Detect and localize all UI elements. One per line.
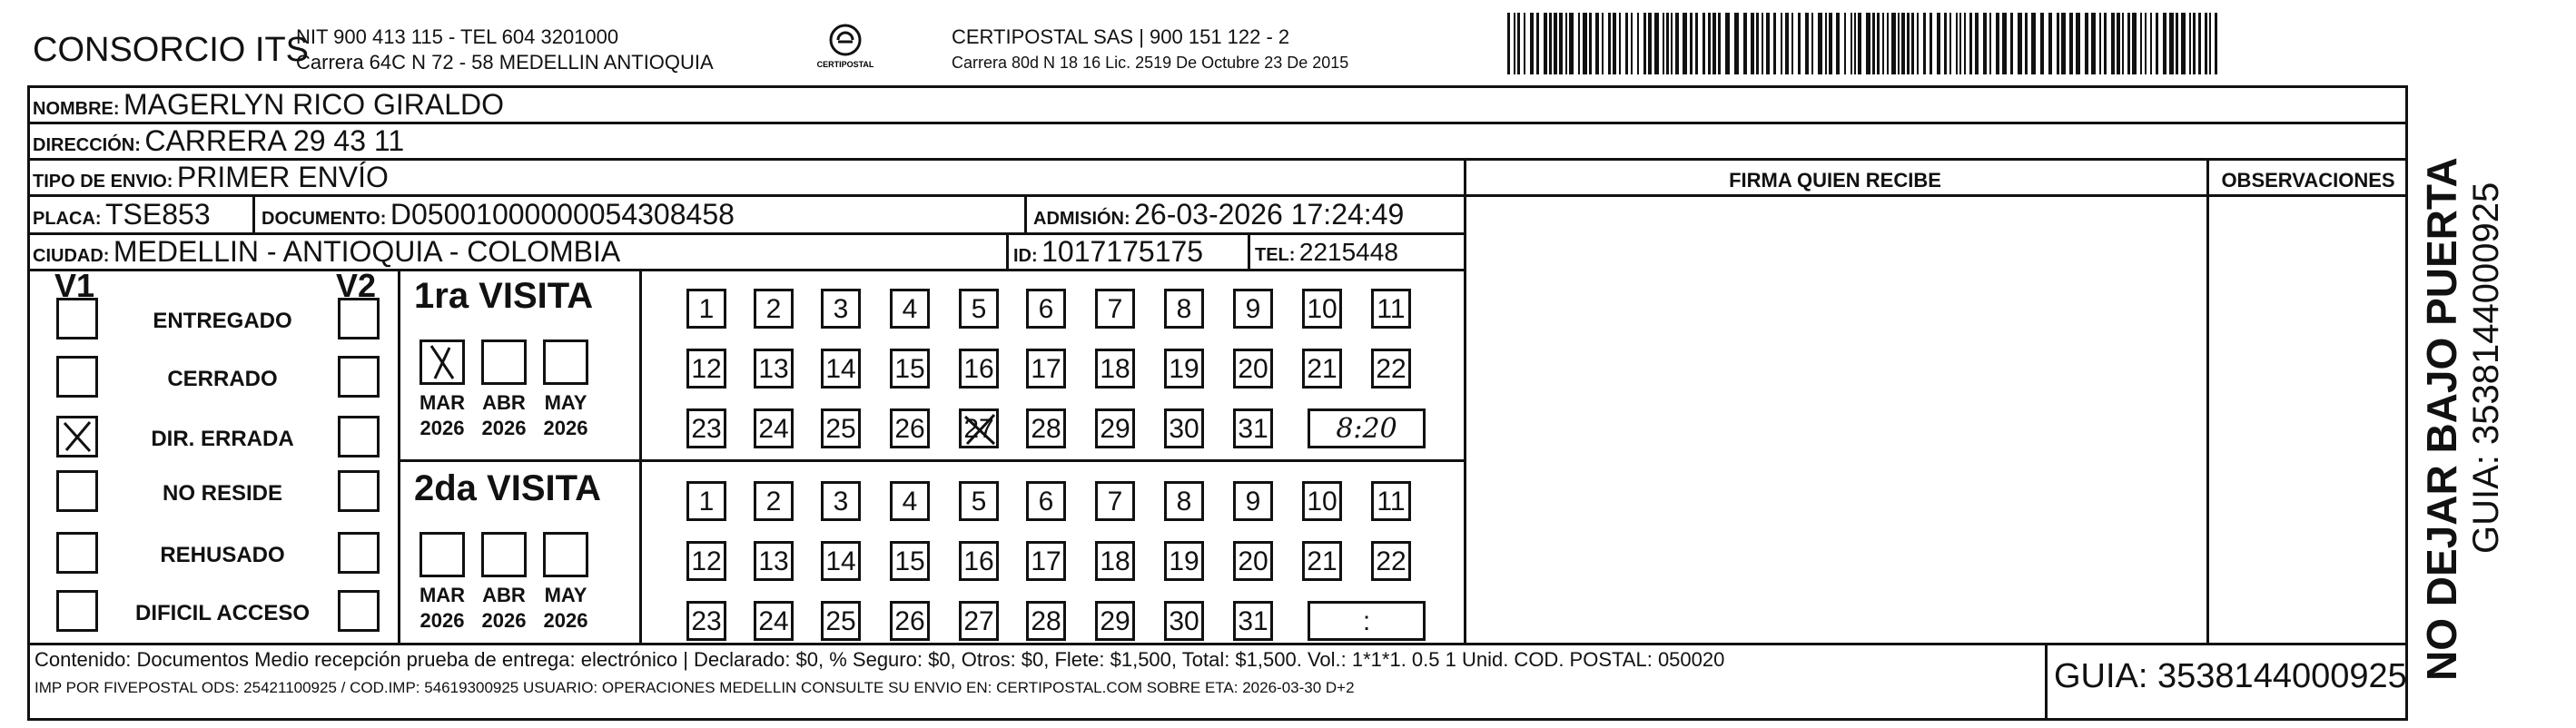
v2-checkbox[interactable] xyxy=(338,532,380,574)
day-box[interactable]: 4 xyxy=(890,289,930,329)
day-box[interactable]: 6 xyxy=(1026,481,1066,521)
day-box[interactable]: 23 xyxy=(686,601,726,641)
month-checkbox[interactable] xyxy=(543,339,588,385)
v1-checkbox[interactable] xyxy=(56,416,98,457)
status-label: DIR. ERRADA xyxy=(151,427,294,451)
barcode xyxy=(1504,13,2230,74)
footer-imp: IMP POR FIVEPOSTAL ODS: 25421100925 / COD.IMP: 54619300925 USUARIO: OPERACIONES MEDELLIN CONSULTE SU ENVIO EN: CERTIPOSTAL.COM SOBRE ETA: 2026-03-30 D+2 xyxy=(35,679,1355,696)
month-label: ABR 2026 xyxy=(481,391,527,439)
day-box[interactable]: 29 xyxy=(1095,601,1135,641)
x-mark-icon xyxy=(422,342,462,382)
firma-label: FIRMA QUIEN RECIBE xyxy=(1729,169,1941,192)
carrier-address: Carrera 80d N 18 16 Lic. 2519 De Octubre 23 De 2015 xyxy=(952,54,1349,72)
day-box[interactable]: 14 xyxy=(821,541,861,581)
day-box[interactable]: 10 xyxy=(1302,289,1342,329)
day-box[interactable]: 27 xyxy=(959,601,999,641)
month-label: MAR 2026 xyxy=(419,391,466,439)
day-box[interactable]: 22 xyxy=(1371,541,1411,581)
day-box[interactable]: 13 xyxy=(754,541,794,581)
tipo-envio-label: TIPO DE ENVIO: xyxy=(33,172,173,192)
certipostal-logo xyxy=(814,22,877,73)
status-label: CERRADO xyxy=(167,367,278,391)
day-box[interactable]: 27 xyxy=(959,408,999,448)
v1-checkbox[interactable] xyxy=(56,470,98,512)
id-field xyxy=(1013,235,1203,269)
day-box[interactable]: 22 xyxy=(1371,349,1411,389)
day-box[interactable]: 19 xyxy=(1164,349,1204,389)
placa-field xyxy=(33,198,211,231)
month-label: MAY 2026 xyxy=(543,584,588,632)
day-box[interactable]: 28 xyxy=(1026,408,1066,448)
month-checkbox[interactable] xyxy=(419,532,465,577)
day-box[interactable]: 31 xyxy=(1233,408,1273,448)
direccion-label: DIRECCIÓN: xyxy=(33,135,141,155)
day-box[interactable]: 26 xyxy=(890,601,930,641)
time-field[interactable]: 8:20 xyxy=(1308,408,1426,448)
documento-value: D05001000000054308458 xyxy=(390,198,735,231)
day-box[interactable]: 15 xyxy=(890,541,930,581)
day-box[interactable]: 7 xyxy=(1095,289,1135,329)
day-box[interactable]: 16 xyxy=(959,541,999,581)
day-box[interactable]: 16 xyxy=(959,349,999,389)
placa-label: PLACA: xyxy=(33,209,102,229)
id-value: 1017175175 xyxy=(1041,235,1204,268)
day-box[interactable]: 24 xyxy=(754,408,794,448)
day-box[interactable]: 9 xyxy=(1233,481,1273,521)
tel-field xyxy=(1255,238,1398,267)
day-box[interactable]: 14 xyxy=(821,349,861,389)
day-box[interactable]: 8 xyxy=(1164,289,1204,329)
day-box[interactable]: 5 xyxy=(959,289,999,329)
side-warning: NO DEJAR BAJO PUERTA xyxy=(2418,157,2465,681)
nombre-row xyxy=(33,88,504,122)
day-box[interactable]: 11 xyxy=(1371,481,1411,521)
observaciones-label: OBSERVACIONES xyxy=(2221,169,2395,192)
footer-content: Contenido: Documentos Medio recepción prueba de entrega: electrónico | Declarado: $0, % Seguro: $0, Otros: $0, Flete: $1,500, Total: $1,500. Vol.: 1*1*1. 0.5 1 Unid. COD. POSTAL: 050020 xyxy=(35,648,1725,671)
day-box[interactable]: 7 xyxy=(1095,481,1135,521)
day-box[interactable]: 18 xyxy=(1095,541,1135,581)
month-checkbox[interactable] xyxy=(481,339,527,385)
v1-label: V1 xyxy=(54,267,95,304)
v2-checkbox[interactable] xyxy=(338,590,380,632)
day-box[interactable]: 1 xyxy=(686,289,726,329)
v2-checkbox[interactable] xyxy=(338,298,380,339)
status-label: DIFICIL ACCESO xyxy=(134,601,310,625)
day-box[interactable]: 11 xyxy=(1371,289,1411,329)
tipo-envio-row xyxy=(33,161,389,194)
documento-field xyxy=(262,198,735,231)
day-box[interactable]: 21 xyxy=(1302,349,1342,389)
x-mark-icon xyxy=(59,418,95,455)
day-box[interactable]: 23 xyxy=(686,408,726,448)
direccion-row xyxy=(33,124,404,158)
company-nit: NIT 900 413 115 - TEL 604 3201000 xyxy=(296,25,619,48)
status-label: REHUSADO xyxy=(160,543,285,567)
nombre-value: MAGERLYN RICO GIRALDO xyxy=(123,88,505,121)
ciudad-label: CIUDAD: xyxy=(33,246,110,266)
v2-checkbox[interactable] xyxy=(338,416,380,457)
month-label: ABR 2026 xyxy=(481,584,527,632)
placa-value: TSE853 xyxy=(105,198,211,231)
svg-text:CERTIPOSTAL: CERTIPOSTAL xyxy=(816,60,874,69)
direccion-value: CARRERA 29 43 11 xyxy=(144,124,405,157)
day-box[interactable]: 4 xyxy=(890,481,930,521)
day-box[interactable]: 10 xyxy=(1302,481,1342,521)
visit-title: 1ra VISITA xyxy=(414,276,594,316)
tel-value: 2215448 xyxy=(1298,238,1398,266)
v1-checkbox[interactable] xyxy=(56,532,98,574)
ciudad-field xyxy=(33,235,620,269)
day-box[interactable]: 17 xyxy=(1026,349,1066,389)
day-box[interactable]: 21 xyxy=(1302,541,1342,581)
day-box[interactable]: 2 xyxy=(754,289,794,329)
day-box[interactable]: 26 xyxy=(890,408,930,448)
status-label: NO RESIDE xyxy=(162,481,283,506)
day-box[interactable]: 25 xyxy=(821,601,861,641)
admision-field xyxy=(1033,198,1404,231)
v2-checkbox[interactable] xyxy=(338,356,380,398)
day-box[interactable]: 12 xyxy=(686,349,726,389)
tel-label: TEL: xyxy=(1255,245,1296,265)
day-box[interactable]: 25 xyxy=(821,408,861,448)
carrier-name: CERTIPOSTAL SAS | 900 151 122 - 2 xyxy=(952,25,1290,48)
v1-checkbox[interactable] xyxy=(56,298,98,339)
day-box[interactable]: 18 xyxy=(1095,349,1135,389)
v1-checkbox[interactable] xyxy=(56,590,98,632)
day-box[interactable]: 2 xyxy=(754,481,794,521)
side-guia: GUIA: 3538144000925 xyxy=(2466,182,2506,554)
nombre-label: NOMBRE: xyxy=(33,99,120,119)
v2-checkbox[interactable] xyxy=(338,470,380,512)
day-box[interactable]: 31 xyxy=(1233,601,1273,641)
day-box[interactable]: 12 xyxy=(686,541,726,581)
v1-checkbox[interactable] xyxy=(56,356,98,398)
month-checkbox[interactable] xyxy=(543,532,588,577)
day-box[interactable]: 15 xyxy=(890,349,930,389)
month-checkbox[interactable] xyxy=(481,532,527,577)
day-box[interactable]: 6 xyxy=(1026,289,1066,329)
day-box[interactable]: 20 xyxy=(1233,349,1273,389)
day-box[interactable]: 8 xyxy=(1164,481,1204,521)
day-box[interactable]: 30 xyxy=(1164,601,1204,641)
day-box[interactable]: 30 xyxy=(1164,408,1204,448)
time-field[interactable]: : xyxy=(1308,601,1426,641)
v2-label: V2 xyxy=(336,267,377,304)
month-label: MAR 2026 xyxy=(419,584,466,632)
day-box[interactable]: 1 xyxy=(686,481,726,521)
day-box[interactable]: 29 xyxy=(1095,408,1135,448)
day-box[interactable]: 13 xyxy=(754,349,794,389)
month-label: MAY 2026 xyxy=(543,391,588,439)
admision-label: ADMISIÓN: xyxy=(1033,209,1130,229)
day-box[interactable]: 24 xyxy=(754,601,794,641)
visit-title: 2da VISITA xyxy=(414,468,601,508)
day-box[interactable]: 3 xyxy=(821,289,861,329)
id-label: ID: xyxy=(1013,246,1038,266)
tipo-envio-value: PRIMER ENVÍO xyxy=(176,161,389,193)
company-address: Carrera 64C N 72 - 58 MEDELLIN ANTIOQUIA xyxy=(296,51,714,74)
admision-value: 26-03-2026 17:24:49 xyxy=(1134,198,1405,231)
day-box[interactable]: 28 xyxy=(1026,601,1066,641)
month-checkbox[interactable] xyxy=(419,339,465,385)
status-label: ENTREGADO xyxy=(153,309,292,333)
brand-name: CONSORCIO ITS xyxy=(33,31,310,69)
ciudad-value: MEDELLIN - ANTIOQUIA - COLOMBIA xyxy=(113,235,621,268)
day-box[interactable]: 5 xyxy=(959,481,999,521)
day-box[interactable]: 17 xyxy=(1026,541,1066,581)
day-box[interactable]: 3 xyxy=(821,481,861,521)
day-box[interactable]: 9 xyxy=(1233,289,1273,329)
x-mark-icon xyxy=(962,411,998,448)
day-box[interactable]: 20 xyxy=(1233,541,1273,581)
day-box[interactable]: 19 xyxy=(1164,541,1204,581)
footer-guia: GUIA: 3538144000925 xyxy=(2054,657,2407,695)
documento-label: DOCUMENTO: xyxy=(262,209,387,229)
